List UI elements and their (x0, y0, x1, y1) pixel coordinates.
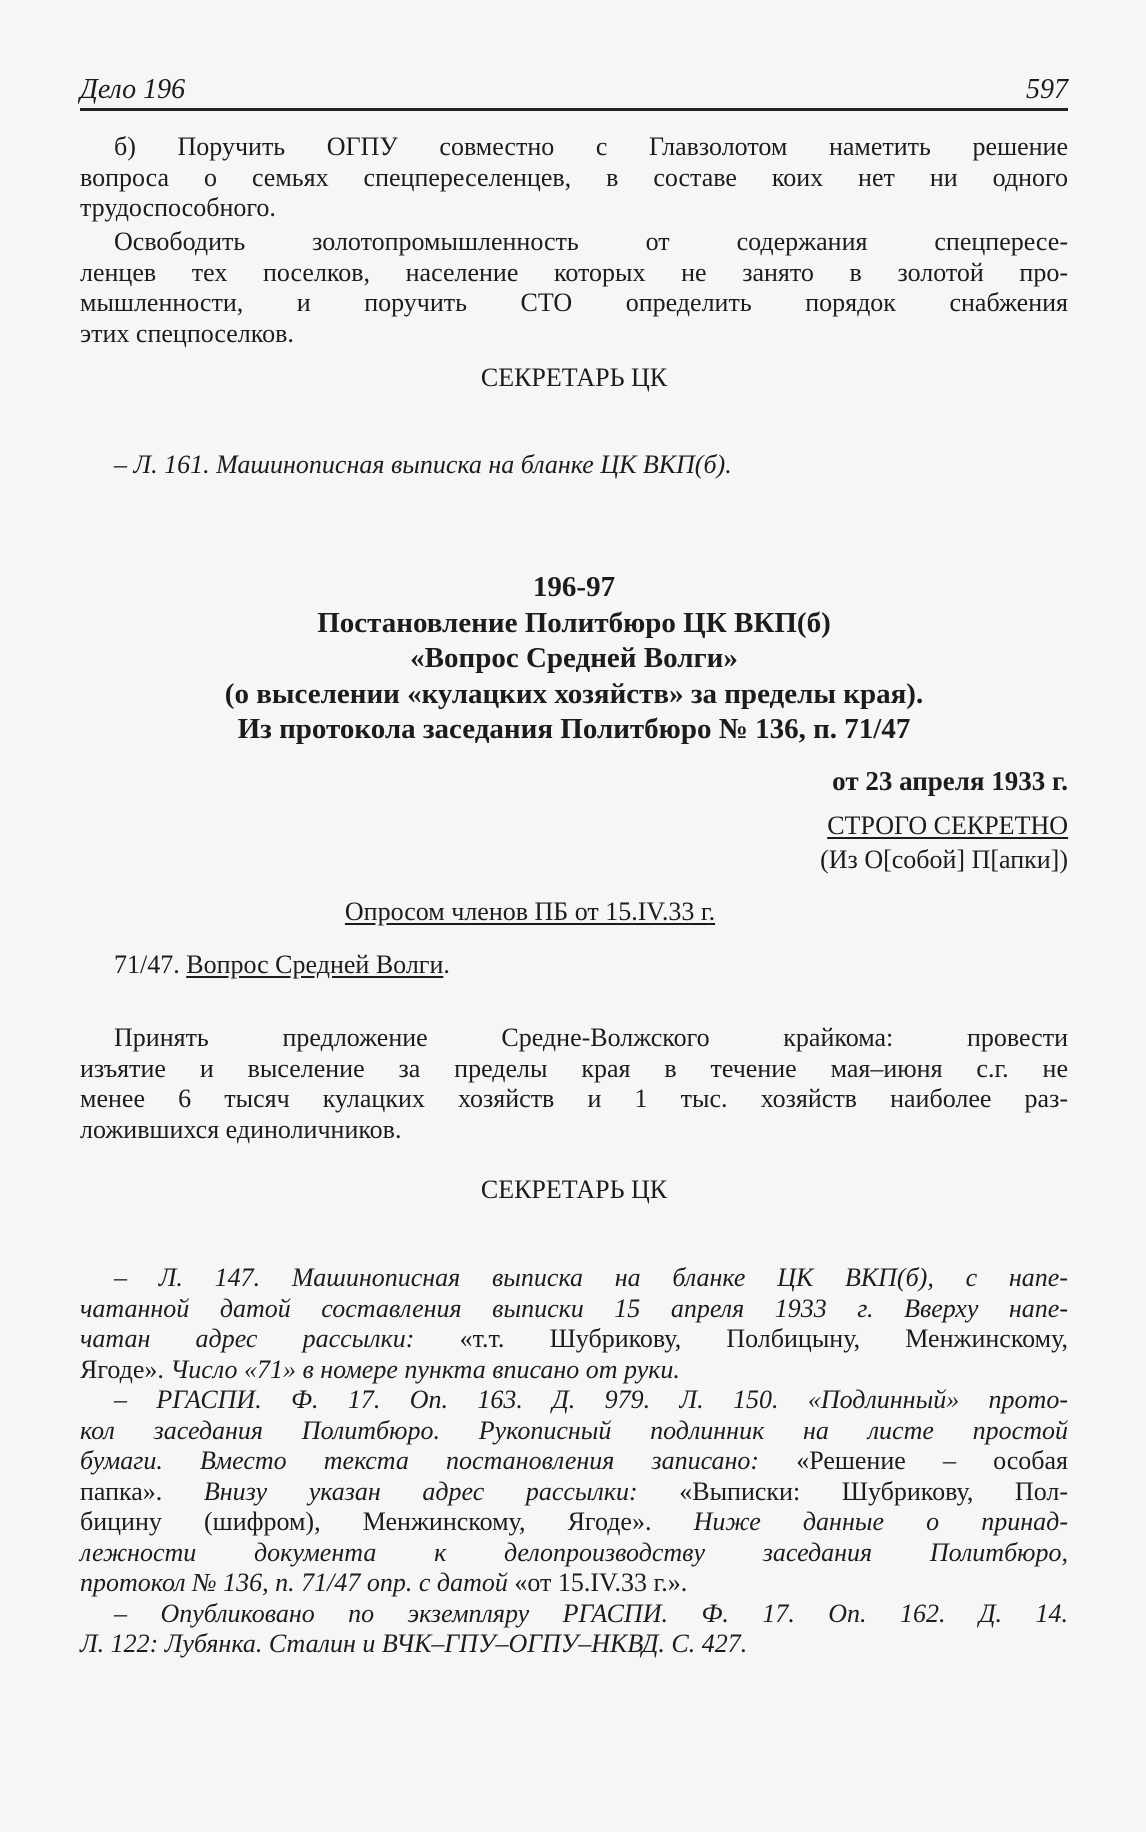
note-segment: Число «71» в номере пункта вписано от руки. (170, 1354, 680, 1384)
poll-note (80, 897, 980, 927)
note-segment: чатан адрес рассылки: (80, 1324, 460, 1353)
item-heading (114, 950, 1102, 980)
note-line (80, 1263, 1068, 1294)
note-segment: Ягоде». (80, 1354, 171, 1384)
note-segment: протокол № 136, п. 71/47 опр. с датой (80, 1568, 515, 1597)
case-number: Дело 196 (80, 74, 186, 105)
note-line (80, 1538, 1068, 1569)
note-segment: – РГАСПИ. Ф. 17. Оп. 163. Д. 979. Л. 150. «Подлинный» прото- (114, 1385, 1068, 1414)
note-line (80, 1568, 1068, 1599)
note-segment: Внизу указан адрес рассылки: (203, 1476, 680, 1506)
note-line (80, 1385, 1068, 1416)
document-heading (80, 570, 1068, 748)
text-line: Освободить золотопромышленность от содержания спецпересе- (114, 227, 1068, 256)
note-line (80, 1599, 1068, 1630)
note-segment: «т.т. Шубрикову, Полбицыну, Менжинскому, (459, 1324, 1068, 1353)
text-line: изъятие и выселение за пределы края в течение мая–июня с.г. не (80, 1053, 1068, 1083)
note-segment: бумаги. Вместо текста постановления записано: (80, 1446, 797, 1475)
note-line (80, 1507, 1068, 1538)
signature-secretary-2: СЕКРЕТАРЬ ЦК (480, 1175, 668, 1204)
source-note-1: – Л. 161. Машинописная выписка на бланке ЦК ВКП(б). (114, 450, 732, 479)
note-line (80, 1446, 1068, 1477)
title-line: (о выселении «кулацких хозяйств» за пределы края). (224, 677, 924, 710)
poll-text: Опросом членов ПБ от 15.IV.33 г. (344, 897, 716, 926)
note-segment: лежности документа к делопроизводству заседания Политбюро, (80, 1537, 1068, 1567)
document-date: от 23 апреля 1933 г. (832, 766, 1068, 796)
paragraph-1 (80, 132, 1068, 224)
text-line: мышленности, и поручить СТО определить порядок снабжения (80, 288, 1068, 317)
page-number: 597 (1026, 74, 1068, 105)
text-line: вопроса о семьях спецпереселенцев, в составе коих нет ни одного (80, 162, 1068, 192)
text-line: б) Поручить ОГПУ совместно с Главзолотом наметить решение (114, 132, 1068, 161)
title-line: «Вопрос Средней Волги» (410, 642, 738, 674)
note-segment: Ниже данные о принад- (693, 1507, 1068, 1536)
paragraph-3 (80, 1023, 1068, 1145)
note-segment: чатанной датой составления выписки 15 апреля 1933 г. Вверху напе- (80, 1293, 1068, 1323)
text-line: ложившихся единоличников. (80, 1114, 402, 1144)
note-segment: кол заседания Политбюро. Рукописный подлинник на листе простой (80, 1415, 1068, 1445)
text-line: ленцев тех поселков, население которых не занято в золотой про- (80, 257, 1068, 287)
note-segment: «от 15.IV.33 г.». (514, 1568, 688, 1597)
title-line: Постановление Политбюро ЦК ВКП(б) (317, 606, 831, 639)
note-line (80, 1629, 1068, 1660)
note-segment: «Выписки: Шубрикову, Пол- (679, 1476, 1068, 1506)
title-line: Из протокола заседания Политбюро № 136, п. 71/47 (237, 713, 911, 745)
note-line (80, 1416, 1068, 1447)
signature-secretary-1: СЕКРЕТАРЬ ЦК (480, 363, 668, 392)
special-folder-note: (Из О[собой] П[апки]) (820, 845, 1068, 874)
note-segment: папка». (80, 1476, 204, 1506)
note-segment: Л. 122: Лубянка. Сталин и ВЧК–ГПУ–ОГПУ–НКВД. С. 427. (80, 1629, 748, 1658)
text-line: этих спецпоселков. (80, 318, 294, 348)
item-title: Вопрос Средней Волги (186, 950, 444, 979)
paragraph-2 (80, 227, 1068, 349)
classification-text: СТРОГО СЕКРЕТНО (827, 811, 1068, 840)
document-number: 196-97 (532, 571, 616, 603)
note-segment: – Опубликовано по экземпляру РГАСПИ. Ф. 17. Оп. 162. Д. 14. (114, 1598, 1068, 1628)
item-end: . (443, 950, 450, 979)
note-line (80, 1324, 1068, 1355)
text-line: трудоспособного. (80, 193, 276, 222)
note-segment: – Л. 147. Машинописная выписка на бланке ЦК ВКП(б), с напе- (114, 1263, 1068, 1292)
text-line: Принять предложение Средне-Волжского крайкома: провести (114, 1023, 1068, 1052)
note-segment: «Решение – особая (796, 1446, 1068, 1475)
note-line (80, 1477, 1068, 1508)
text-line: менее 6 тысяч кулацких хозяйств и 1 тыс. хозяйств наиболее раз- (80, 1084, 1068, 1113)
header-rule (80, 108, 1068, 111)
running-header (80, 66, 1068, 106)
source-notes (80, 1263, 1068, 1660)
note-line (80, 1355, 1068, 1386)
classification (80, 811, 1068, 841)
note-line (80, 1294, 1068, 1325)
item-number: 71/47. (114, 950, 180, 979)
note-segment: бицину (шифром), Менжинскому, Ягоде». (80, 1507, 694, 1536)
